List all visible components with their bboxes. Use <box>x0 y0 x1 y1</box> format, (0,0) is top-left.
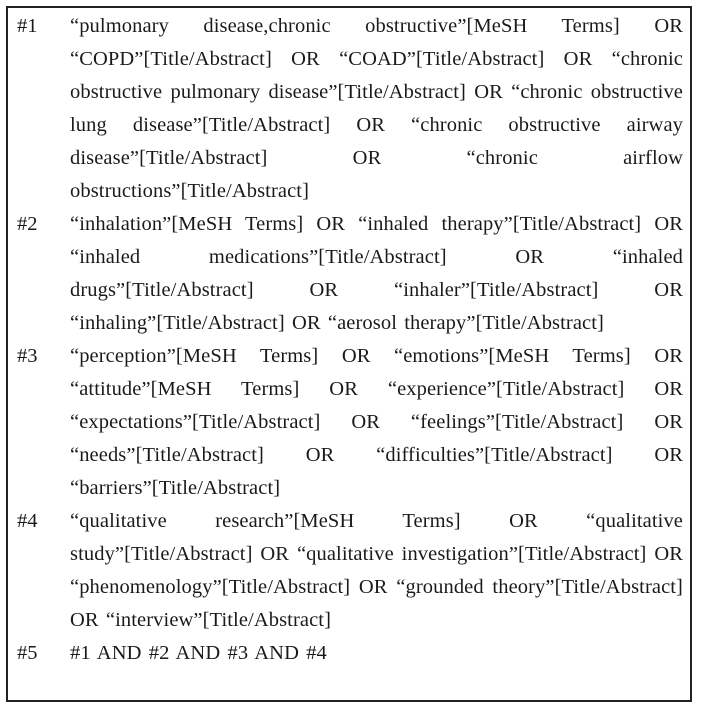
search-row-2 <box>8 208 690 340</box>
row-query: “pulmonary disease,chronic obstructive”[MeSH Terms] OR “COPD”[Title/Abstract] OR “COAD”[Title/Abstract] OR “chronic obstructive pulmonary disease”[Title/Abstract] OR “chronic obstructive lung disease”[Title/Abstract] OR “chronic obstructive airway disease”[Title/Abstract] OR “chronic airflow obstructions”[Title/Abstract] <box>70 15 683 202</box>
row-query: “inhalation”[MeSH Terms] OR “inhaled therapy”[Title/Abstract] OR “inhaled medications”[Title/Abstract] OR “inhaled drugs”[Title/Abstract] OR “inhaler”[Title/Abstract] OR “inhaling”[Title/Abstract] OR “aerosol therapy”[Title/Abstract] <box>70 213 683 334</box>
row-label: #3 <box>17 345 38 367</box>
row-query: “qualitative research”[MeSH Terms] OR “qualitative study”[Title/Abstract] OR “qualitative investigation”[Title/Abstract] OR “phenomenology”[Title/Abstract] OR “grounded theory”[Title/Abstract] OR “interview”[Title/Abstract] <box>70 510 683 631</box>
row-query: “perception”[MeSH Terms] OR “emotions”[MeSH Terms] OR “attitude”[MeSH Terms] OR “experience”[Title/Abstract] OR “expectations”[Title/Abstract] OR “feelings”[Title/Abstract] OR “needs”[Title/Abstract] OR “difficulties”[Title/Abstract] OR “barriers”[Title/Abstract] <box>70 345 683 499</box>
row-query: #1 AND #2 AND #3 AND #4 <box>70 642 327 664</box>
row-label: #1 <box>17 15 38 37</box>
row-label: #2 <box>17 213 38 235</box>
row-label: #4 <box>17 510 38 532</box>
row-label: #5 <box>17 642 38 664</box>
search-row-1 <box>8 10 690 208</box>
search-strategy-table <box>6 6 692 702</box>
search-row-4 <box>8 505 690 637</box>
search-row-5 <box>8 637 690 670</box>
search-row-3 <box>8 340 690 505</box>
